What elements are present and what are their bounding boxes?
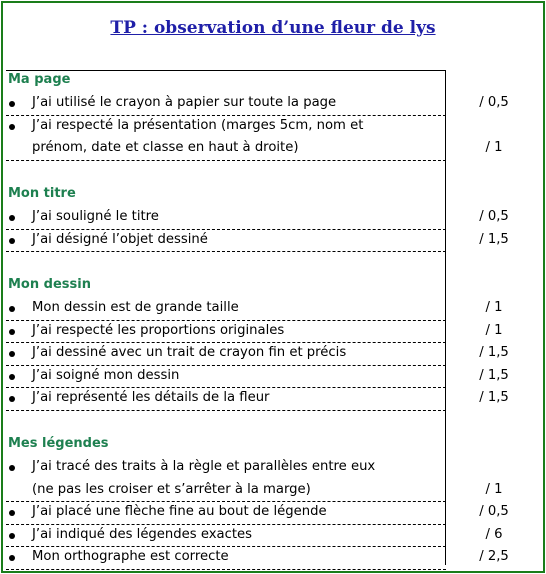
item-score: / 1,5	[479, 345, 509, 360]
section-heading: Mes légendes	[8, 436, 109, 451]
bullet-icon	[9, 351, 15, 357]
bullet-icon	[9, 465, 15, 471]
item-text: J’ai dessiné avec un trait de crayon fin et précis	[32, 345, 347, 360]
item-score: / 1	[485, 481, 503, 497]
bullet-icon	[9, 374, 15, 380]
section-heading: Mon dessin	[8, 277, 91, 292]
bullet-icon	[9, 215, 15, 221]
bullet-icon	[9, 101, 15, 107]
bullet-icon	[9, 329, 15, 335]
item-text: Mon orthographe est correcte	[32, 549, 229, 564]
item-text: J’ai respecté les proportions originales	[32, 322, 285, 338]
page-title: TP : observation d’une fleur de lys	[110, 18, 436, 38]
item-text: Mon dessin est de grande taille	[32, 300, 239, 315]
item-text: J’ai tracé des traits à la règle et parallèles entre eux	[32, 459, 376, 474]
bullet-icon	[9, 533, 15, 539]
section-heading: Ma page	[8, 72, 71, 87]
item-text: J’ai désigné l’objet dessiné	[32, 231, 208, 247]
item-score: / 1,5	[479, 367, 509, 383]
item-text: J’ai représenté les détails de la fleur	[32, 390, 270, 405]
item-score: / 0,5	[479, 504, 509, 519]
bullet-icon	[9, 124, 15, 130]
bullet-icon	[9, 306, 15, 312]
checklist-item	[6, 320, 446, 344]
item-score: / 2,5	[479, 549, 509, 564]
item-text: J’ai placé une flèche fine au bout de légende	[32, 504, 327, 519]
item-score: / 1	[485, 140, 503, 155]
bullet-icon	[9, 510, 15, 516]
item-score: / 1,5	[479, 231, 509, 247]
checklist-item	[6, 501, 446, 525]
section-heading: Mon titre	[8, 186, 76, 201]
checklist-item	[6, 387, 446, 411]
table-top-border	[6, 70, 446, 71]
checklist-item	[6, 297, 446, 321]
item-text: prénom, date et classe en haut à droite)	[32, 140, 299, 155]
item-score: / 0,5	[479, 95, 509, 110]
item-text: J’ai souligné le titre	[32, 209, 159, 224]
checklist-item	[6, 524, 446, 548]
item-score: / 6	[485, 526, 503, 542]
bullet-icon	[9, 555, 15, 561]
checklist-item	[6, 456, 446, 502]
checklist-item	[6, 365, 446, 389]
item-text: J’ai soigné mon dessin	[32, 367, 180, 383]
item-text: (ne pas les croiser et s’arrêter à la marge)	[32, 481, 311, 497]
bullet-icon	[9, 396, 15, 402]
checklist-item	[6, 546, 446, 570]
item-score: / 0,5	[479, 209, 509, 224]
item-score: / 1,5	[479, 390, 509, 405]
item-score: / 1	[485, 300, 503, 315]
checklist-item	[6, 115, 446, 161]
item-score: / 1	[485, 322, 503, 338]
bullet-icon	[9, 238, 15, 244]
checklist-item	[6, 229, 446, 253]
item-text: J’ai indiqué des légendes exactes	[32, 526, 252, 542]
checklist-item	[6, 206, 446, 230]
checklist-item	[6, 342, 446, 366]
item-text: J’ai respecté la présentation (marges 5cm, nom et	[32, 117, 364, 133]
checklist-item	[6, 92, 446, 116]
item-text: J’ai utilisé le crayon à papier sur toute la page	[32, 95, 337, 110]
